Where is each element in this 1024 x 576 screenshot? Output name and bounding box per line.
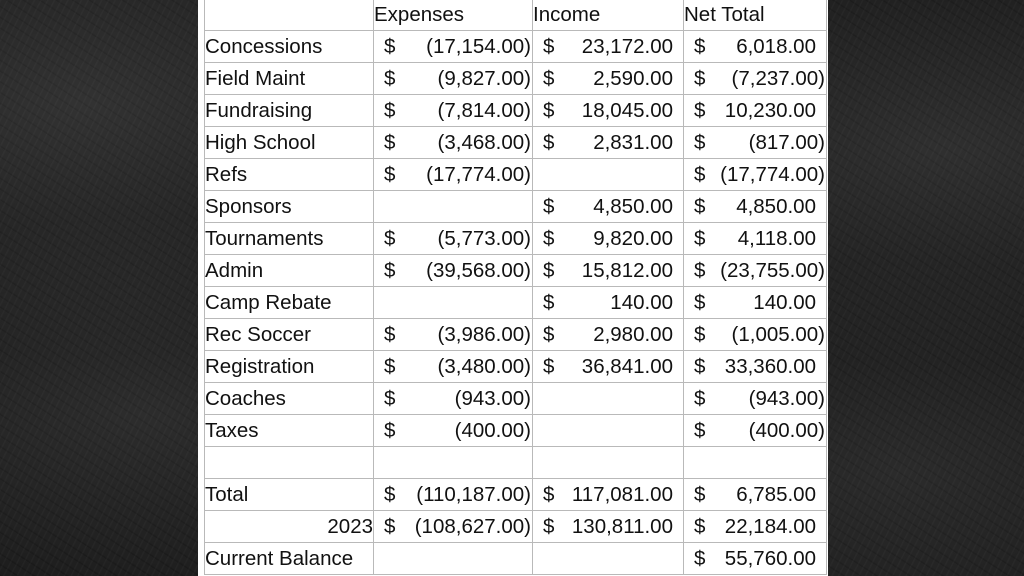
net-total-cell-value: [684, 63, 826, 94]
row-label-cell[interactable]: Field Maint: [205, 63, 374, 95]
amount: 140.00: [610, 291, 673, 314]
total-row: [205, 479, 827, 511]
amount: (3,468.00): [437, 131, 531, 154]
expenses-cell-value: [374, 63, 532, 94]
currency-symbol: $: [384, 515, 396, 538]
amount: (23,755.00): [720, 259, 825, 282]
expenses-cell[interactable]: [374, 383, 533, 415]
net-total-cell[interactable]: [684, 383, 827, 415]
amount: (108,627.00): [414, 515, 531, 538]
net-total-cell[interactable]: [684, 127, 827, 159]
row-label-cell[interactable]: Registration: [205, 351, 374, 383]
prior-year-row: [205, 511, 827, 543]
amount: 117,081.00: [571, 483, 673, 506]
row-label-cell[interactable]: High School: [205, 127, 374, 159]
net-total-cell-value: [684, 383, 826, 414]
currency-symbol: $: [694, 35, 706, 58]
amount: 6,018.00: [736, 35, 816, 58]
amount: 15,812.00: [581, 259, 673, 282]
currency-symbol: $: [694, 291, 706, 314]
currency-symbol: $: [694, 227, 706, 250]
net-total-cell[interactable]: [684, 31, 827, 63]
currency-symbol: $: [543, 195, 555, 218]
net-total-cell-value: [684, 415, 826, 446]
row-label-cell[interactable]: Total: [205, 479, 374, 511]
amount: 22,184.00: [724, 515, 816, 538]
table-row: [205, 223, 827, 255]
income-cell[interactable]: [533, 479, 684, 511]
currency-symbol: $: [384, 131, 396, 154]
table-row: [205, 351, 827, 383]
table-row: [205, 127, 827, 159]
income-cell[interactable]: [533, 191, 684, 223]
net-total-cell-value: [684, 159, 826, 190]
currency-symbol: $: [694, 131, 706, 154]
currency-symbol: $: [384, 387, 396, 410]
row-label-cell[interactable]: 2023: [205, 511, 374, 543]
income-cell[interactable]: [533, 383, 684, 415]
amount: 2,980.00: [593, 323, 673, 346]
empty-cell[interactable]: [684, 447, 827, 479]
currency-symbol: $: [694, 67, 706, 90]
income-cell[interactable]: [533, 511, 684, 543]
row-label-cell[interactable]: Tournaments: [205, 223, 374, 255]
amount: 140.00: [753, 291, 816, 314]
net-total-cell[interactable]: [684, 255, 827, 287]
row-label-cell[interactable]: Refs: [205, 159, 374, 191]
amount: 6,785.00: [736, 483, 816, 506]
row-label-cell[interactable]: Camp Rebate: [205, 287, 374, 319]
currency-symbol: $: [543, 483, 555, 506]
expenses-cell[interactable]: [374, 31, 533, 63]
currency-symbol: $: [543, 67, 555, 90]
table-row: [205, 159, 827, 191]
expenses-cell-value: [374, 415, 532, 446]
expenses-cell-value: [374, 351, 532, 382]
amount: 36,841.00: [581, 355, 673, 378]
expenses-cell-value: [374, 223, 532, 254]
income-cell[interactable]: [533, 287, 684, 319]
amount: 4,118.00: [737, 227, 816, 250]
header-cell-net[interactable]: Net Total: [684, 0, 827, 31]
net-total-cell-value: [684, 223, 826, 254]
currency-symbol: $: [543, 131, 555, 154]
currency-symbol: $: [384, 163, 396, 186]
currency-symbol: $: [543, 35, 555, 58]
income-cell-value: [533, 287, 683, 318]
amount: (400.00): [454, 419, 531, 442]
amount: 4,850.00: [736, 195, 816, 218]
net-total-cell[interactable]: [684, 63, 827, 95]
expenses-cell-value: [374, 511, 532, 542]
currency-symbol: $: [694, 195, 706, 218]
spreadsheet-sheet: [198, 0, 828, 576]
row-label-cell[interactable]: Fundraising: [205, 95, 374, 127]
header-cell-label[interactable]: [205, 0, 374, 31]
currency-symbol: $: [543, 515, 555, 538]
expenses-cell[interactable]: [374, 287, 533, 319]
amount: (3,480.00): [437, 355, 531, 378]
expenses-cell[interactable]: [374, 479, 533, 511]
amount: 55,760.00: [724, 547, 816, 570]
expenses-cell[interactable]: [374, 415, 533, 447]
currency-symbol: $: [694, 419, 706, 442]
net-total-cell-value: [684, 31, 826, 62]
net-total-cell-value: [684, 95, 826, 126]
expenses-cell[interactable]: [374, 319, 533, 351]
amount: (39,568.00): [426, 259, 531, 282]
amount: (17,774.00): [426, 163, 531, 186]
income-cell-value: [533, 127, 683, 158]
amount: (1,005.00): [731, 323, 825, 346]
net-total-cell-value: [684, 255, 826, 286]
net-total-cell[interactable]: [684, 351, 827, 383]
amount: (9,827.00): [437, 67, 531, 90]
net-total-cell[interactable]: [684, 159, 827, 191]
currency-symbol: $: [694, 99, 706, 122]
net-total-cell[interactable]: [684, 511, 827, 543]
expenses-cell-value: [374, 383, 532, 414]
income-cell-value: [533, 255, 683, 286]
currency-symbol: $: [543, 259, 555, 282]
net-total-cell[interactable]: [684, 415, 827, 447]
current-balance-row: [205, 543, 827, 575]
net-total-cell-value: [684, 287, 826, 318]
net-total-cell-value: [684, 543, 826, 574]
header-cell-income[interactable]: Income: [533, 0, 684, 31]
income-cell-value: [533, 319, 683, 350]
currency-symbol: $: [694, 163, 706, 186]
amount: (7,814.00): [437, 99, 531, 122]
income-cell-value: [533, 63, 683, 94]
expenses-cell-value: [374, 255, 532, 286]
amount: (3,986.00): [437, 323, 531, 346]
income-cell-value: [533, 479, 683, 510]
income-cell-value: [533, 223, 683, 254]
currency-symbol: $: [384, 419, 396, 442]
amount: (943.00): [454, 387, 531, 410]
amount: (7,237.00): [731, 67, 825, 90]
income-cell[interactable]: [533, 255, 684, 287]
currency-symbol: $: [543, 227, 555, 250]
net-total-cell-value: [684, 319, 826, 350]
amount: 23,172.00: [581, 35, 673, 58]
expenses-cell[interactable]: [374, 191, 533, 223]
net-total-cell-value: [684, 127, 826, 158]
table-row: [205, 383, 827, 415]
income-cell[interactable]: [533, 223, 684, 255]
expenses-cell-value: [374, 95, 532, 126]
table-row: [205, 415, 827, 447]
income-cell[interactable]: [533, 319, 684, 351]
expenses-cell-value: [374, 127, 532, 158]
empty-cell[interactable]: [374, 447, 533, 479]
net-total-cell[interactable]: [684, 223, 827, 255]
amount: (110,187.00): [416, 483, 531, 506]
currency-symbol: $: [543, 291, 555, 314]
row-label-cell[interactable]: Sponsors: [205, 191, 374, 223]
amount: (943.00): [748, 387, 825, 410]
expenses-cell-value: [374, 319, 532, 350]
currency-symbol: $: [543, 355, 555, 378]
income-cell-value: [533, 31, 683, 62]
net-total-cell-value: [684, 351, 826, 382]
row-label-cell[interactable]: Concessions: [205, 31, 374, 63]
expenses-cell-value: [374, 479, 532, 510]
empty-cell[interactable]: [533, 447, 684, 479]
income-cell[interactable]: [533, 31, 684, 63]
table-row: [205, 319, 827, 351]
table-row: [205, 255, 827, 287]
amount: 10,230.00: [724, 99, 816, 122]
currency-symbol: $: [543, 99, 555, 122]
currency-symbol: $: [384, 259, 396, 282]
currency-symbol: $: [384, 483, 396, 506]
table-row: [205, 191, 827, 223]
row-label-cell[interactable]: Taxes: [205, 415, 374, 447]
currency-symbol: $: [694, 355, 706, 378]
currency-symbol: $: [694, 259, 706, 282]
income-cell-value: [533, 351, 683, 382]
income-cell[interactable]: [533, 543, 684, 575]
table-row: [205, 31, 827, 63]
amount: 9,820.00: [593, 227, 673, 250]
expenses-cell[interactable]: [374, 223, 533, 255]
expenses-cell[interactable]: [374, 63, 533, 95]
net-total-cell-value: [684, 479, 826, 510]
expenses-cell-value: [374, 159, 532, 190]
table-row: [205, 63, 827, 95]
row-label-cell[interactable]: Current Balance: [205, 543, 374, 575]
income-cell[interactable]: [533, 127, 684, 159]
net-total-cell[interactable]: [684, 319, 827, 351]
expenses-cell[interactable]: [374, 543, 533, 575]
expenses-cell[interactable]: [374, 127, 533, 159]
amount: 4,850.00: [593, 195, 673, 218]
row-label-cell[interactable]: Admin: [205, 255, 374, 287]
table-row: [205, 287, 827, 319]
empty-cell[interactable]: [205, 447, 374, 479]
amount: (17,154.00): [426, 35, 531, 58]
header-row: [205, 0, 827, 31]
amount: 2,590.00: [593, 67, 673, 90]
income-cell[interactable]: [533, 63, 684, 95]
amount: (817.00): [748, 131, 825, 154]
net-total-cell[interactable]: [684, 95, 827, 127]
header-cell-expenses[interactable]: Expenses: [374, 0, 533, 31]
net-total-cell-value: [684, 191, 826, 222]
blank-row: [205, 447, 827, 479]
currency-symbol: $: [694, 323, 706, 346]
budget-table: [204, 0, 827, 575]
currency-symbol: $: [384, 67, 396, 90]
currency-symbol: $: [384, 323, 396, 346]
currency-symbol: $: [384, 35, 396, 58]
currency-symbol: $: [694, 515, 706, 538]
expenses-cell[interactable]: [374, 351, 533, 383]
net-total-cell[interactable]: [684, 479, 827, 511]
amount: 18,045.00: [581, 99, 673, 122]
net-total-cell[interactable]: [684, 543, 827, 575]
expenses-cell[interactable]: [374, 95, 533, 127]
currency-symbol: $: [694, 483, 706, 506]
currency-symbol: $: [384, 355, 396, 378]
amount: (400.00): [748, 419, 825, 442]
income-cell[interactable]: [533, 159, 684, 191]
income-cell-value: [533, 191, 683, 222]
currency-symbol: $: [543, 323, 555, 346]
row-label-cell[interactable]: Coaches: [205, 383, 374, 415]
income-cell-value: [533, 511, 683, 542]
currency-symbol: $: [384, 227, 396, 250]
income-cell[interactable]: [533, 95, 684, 127]
expenses-cell[interactable]: [374, 159, 533, 191]
expenses-cell-value: [374, 31, 532, 62]
currency-symbol: $: [694, 547, 706, 570]
row-label-cell[interactable]: Rec Soccer: [205, 319, 374, 351]
net-total-cell-value: [684, 511, 826, 542]
amount: 33,360.00: [724, 355, 816, 378]
currency-symbol: $: [384, 99, 396, 122]
income-cell-value: [533, 95, 683, 126]
amount: 2,831.00: [593, 131, 673, 154]
net-total-cell[interactable]: [684, 287, 827, 319]
table-row: [205, 95, 827, 127]
income-cell[interactable]: [533, 415, 684, 447]
expenses-cell[interactable]: [374, 255, 533, 287]
currency-symbol: $: [694, 387, 706, 410]
amount: (5,773.00): [437, 227, 531, 250]
amount: (17,774.00): [720, 163, 825, 186]
expenses-cell[interactable]: [374, 511, 533, 543]
net-total-cell[interactable]: [684, 191, 827, 223]
amount: 130,811.00: [571, 515, 673, 538]
income-cell[interactable]: [533, 351, 684, 383]
